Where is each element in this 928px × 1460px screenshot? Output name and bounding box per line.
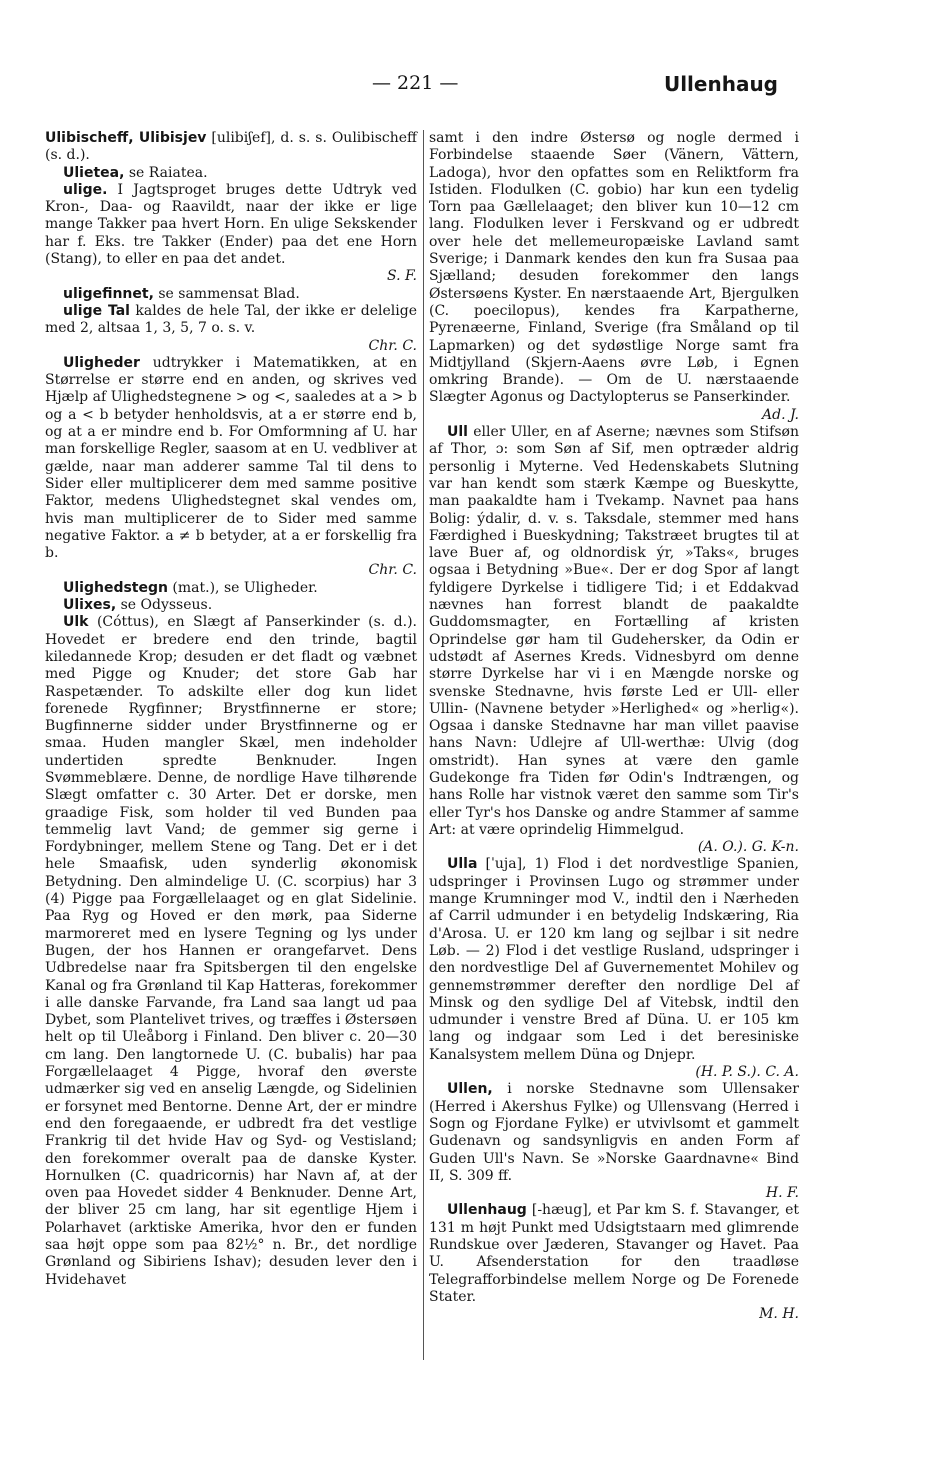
left-column (45, 130, 417, 1289)
signature: M. H. (759, 1306, 799, 1323)
entry-text: kaldes de hele Tal, der ikke er delelige med 2, altsaa 1, 3, 5, 7 o. s. v. (45, 302, 417, 337)
signature: (A. O.). G. K-n. (697, 839, 799, 856)
headword: Ulixes, (63, 597, 117, 614)
entry-ulk (45, 614, 417, 1289)
headword: Ullen, (447, 1081, 493, 1098)
entry-ulige-tal (45, 303, 417, 355)
entry-ullenhaug (429, 1202, 799, 1323)
headword: Ulla (447, 856, 478, 873)
entry-text: se sammensat Blad. (153, 285, 300, 302)
entry-text: I Jagtsproget bruges dette Udtryk ved Kron-, Daa- og Raavildt, naar der ikke er lige mange Takker paa hvert Horn. En ulige Sekskender har f. Eks. tre Takker (Ender) paa det ene Horn (Stang), to eller en paa det andet. (45, 181, 417, 268)
headword: Ulk (63, 614, 89, 631)
entry-text: [ˈuja], 1) Flod i det nordvestlige Spanien, udspringer i Provinsen Lugo og strømmer under mange Krumninger mod V., indtil den i Nærheden af Carril udmunder i en betydelig Indskæring, Ria d'Arosa. U. er 120 km lang og sejlbar i sit nedre Løb. — 2) Flod i det vestlige Rusland, udspringer i den nordvestlige Del af Guvernementet Mohilev og gennemstrømmer derefter den nordlige Del af Minsk og den sydlige Del af Vitebsk, indtil den udmunder i venstre Bred af Düna. U. er 105 km lang og indgaar som Led i det beresiniske Kanalsystem mellem Düna og Dnjepr. (429, 856, 799, 1063)
headword: ulige Tal (63, 302, 130, 319)
headword: uligefinnet, (63, 285, 154, 302)
signature: (H. P. S.). C. A. (695, 1064, 799, 1081)
entry-text: se Raiatea. (124, 164, 208, 181)
entry-ulla (429, 856, 799, 1081)
entry-text: (mat.), se Uligheder. (167, 579, 318, 596)
headword: Ull (447, 424, 468, 441)
page-number: — 221 — (372, 72, 459, 94)
entry-ullen (429, 1081, 799, 1202)
entry-ulighedstegn (45, 580, 417, 597)
entry-uligefinnet (45, 286, 417, 303)
entry-text: udtrykker i Matematikken, at en Størrelse er større end en anden, og skrives ved Hjælp af Ulighedstegnene > og <, saaledes at a > b og a < b betyder henholdsvis, at a er større end b, og at a er mindre end b. For Omformning af U. har man forskellige Regler, saasom at en U. vedbliver at gælde, naar man adderer samme Tal til dens to Sider eller multiplicerer dem med samme positive Faktor, medens Ulighedstegnet skal vendes om, hvis man multiplicerer de to Sider med samme negative Faktor. a ≠ b betyder, at a er forskellig fra b. (45, 354, 417, 562)
entry-ulk-continued (429, 130, 799, 424)
headword: Ulighedstegn (63, 579, 168, 596)
entry-ulietea (45, 165, 417, 182)
signature: H. F. (765, 1185, 799, 1202)
entry-ull (429, 424, 799, 856)
entry-text: (Cóttus), en Slægt af Panserkinder (s. d.). Hovedet er bredere end den trinde, bagtil kiledannede Krop; desuden er det fladt og væbnet med Pigge og Knuder; det store Gab har Raspetænder. To adskilte eller dog kun lidet forenede Rygfinner; Brystfinnerne er store; Bugfinnerne sidder under Brystfinnerne og er smaa. Huden mangler Skæl, men indeholder undertiden spredte Benknuder. Ingen Svømmeblære. Denne, de nordlige Have tilhørende Slægt omfatter c. 30 Arter. Det er dorske, men graadige Fisk, som holder til ved Bunden paa temmelig lavt Vand; de gemmer sig gerne i Fordybninger, mellem Stene og Tang. Det er i det hele Smaafisk, uden synderlig økonomisk Betydning. Den almindelige U. (C. scorpius) har 3 (4) Pigge paa Forgællelaaget og en glat Sidelinie. Paa Ryg og Hoved er den mørk, paa Siderne marmoreret med en lysere Tegning og lys under Bugen, der hos Hannen er orangefarvet. Dens Udbredelse naar fra Spitsbergen til den engelske Kanal og fra Grønland til Kap Hatteras, forekommer i alle danske Farvande, fra Land saa langt ud paa Dybet, som Plantelivet trives, og træffes i Østersøen helt op til Uleåborg i Finland. Den bliver c. 20—30 cm lang. Den langtornede U. (C. bubalis) har paa Forgællelaaget 4 Pigge, hvoraf den øverste udmærker sig ved en anselig Længde, og Sidelinien er forsynet med Bentorne. Denne Art, der er mindre end den foregaaende, er udbredt fra det vestlige Frankrig til det hvide Hav og Syd- og Vestisland; den forekommer overalt paa de danske Kyster. Hornulken (C. quadricornis) har Navn af, at der oven paa Hovedet sidder 4 Benknuder. Denne Art, der bliver 25 cm lang, har sit egentlige Hjem i Polarhavet (arktiske Amerika, hvor den er funden saa højt oppe som paa 82½° n. Br., det nordlige Grønland og Sibiriens Ishav); desuden lever den i Hvidehavet (45, 614, 418, 1288)
headword: Ullenhaug (447, 1202, 527, 1219)
entry-text: se Odysseus. (116, 597, 213, 614)
entry-text: [-hæug], et Par km S. f. Stavanger, et 131 m højt Punkt med Udsigtstaarn med glimrende Rundskue over Jæderen, Stavanger og Havet. Paa U. Afsenderstation for den traadløse Telegrafforbindelse mellem Norge og De Forenede Stater. (429, 1202, 799, 1305)
headword: Ulietea, (63, 164, 125, 181)
page-header (0, 72, 928, 102)
right-column (429, 130, 799, 1323)
signature: S. F. (387, 268, 417, 285)
entry-uligheder (45, 355, 417, 580)
headword: Uligheder (63, 354, 140, 371)
signature: Ad. J. (762, 406, 799, 423)
entry-ulibischeff (45, 130, 417, 165)
signature: Chr. C. (368, 337, 417, 354)
entry-text: [ulibiʃef], d. s. s. Oulibischeff (s. d.). (45, 130, 417, 164)
entry-text: samt i den indre Østersø og nogle dermed i Forbindelse staaende Søer (Vänern, Vättern, Ladoga), hvor den opfattes som en Reliktform fra Istiden. Flodulken (C. gobio) har kun een tydelig Torn paa Gællelaaget; den bliver kun 10—12 cm lang. Flodulken lever i Ferskvand og er udbredt over hele det mellemeuropæiske Lavland samt Sverige; i Danmark kendes den kun fra Susaa paa Sjælland; desuden forekommer den langs Østersøens Kyster. En nærstaaende Art, Bjergulken (C. poecilopus), kendes fra Karpatherne, Pyrenæerne, Finland, Sverige (fra Småland op til Lapmarken) og det sydøstlige Norge samt fra Midtjylland (Skjern-Aaens øvre Løb, i Egnen omkring Brande). — Om de U. nærstaaende Slægter Agonus og Dactylopterus se Panserkinder. (429, 130, 799, 406)
headword: ulige. (63, 181, 108, 198)
headword: Ulibischeff, Ulibisjev (45, 130, 207, 146)
entry-ulige (45, 182, 417, 286)
signature: Chr. C. (368, 562, 417, 579)
running-head: Ullenhaug (663, 72, 778, 96)
entry-ulixes (45, 597, 417, 614)
entry-text: i norske Stednavne som Ullensaker (Herred i Akershus Fylke) og Ullensvang (Herred i Sogn og Fjordane Fylke) er utvivlsomt et gammelt Gudenavn og sandsynligvis en anden Form af Guden Ull's Navn. Se »Norske Gaardnavne« Bind II, S. 309 ff. (429, 1081, 799, 1184)
column-divider (423, 130, 424, 1360)
entry-text: eller Uller, en af Aserne; nævnes som Stifsøn af Thor, ɔ: som Søn af Sif, men optræder aldrig personlig i Myterne. Ved Hedenskabets Slutning var han kendt som stærk Kæmpe og Bueskytte, man paakaldte ham i Tvekamp. Navnet paa hans Bolig: ýdalir, d. v. s. Taksdale, stemmer med hans Færdighed i Bueskydning; Takstræet brugtes til at lave Buer af, og oldnordisk ýr, »Taks«, bruges ogsaa i Betydning »Bue«. Der er dog Spor af langt fyldigere Dyrkelse i tidligere Tid; i et Eddakvad nævnes han forrest blandt de paakaldte Guddomsmagter, en Fortælling af kristen Oprindelse gør ham til Gudehersker, da Odin er udstødt af Asernes Kreds. Vidnesbyrd om denne større Dyrkelse har vi i en Mængde norske og svenske Stednavne, hvis første Led er Ull- eller Ullin- (Navnene betyder »Herlighed« og »herlig«). Ogsaa i danske Stednavne har man villet paavise hans Navn: Udlejre af Ull-werthæ: Ulvig (dog omstridt). Han synes at være den gamle Gudekonge fra Tiden før Odin's Indtrængen, og hans Rolle har vistnok været den samme som Tir's eller Tyr's hos Danske og andre Stammer af samme Art: at være oprindelig Himmelgud. (429, 424, 799, 838)
